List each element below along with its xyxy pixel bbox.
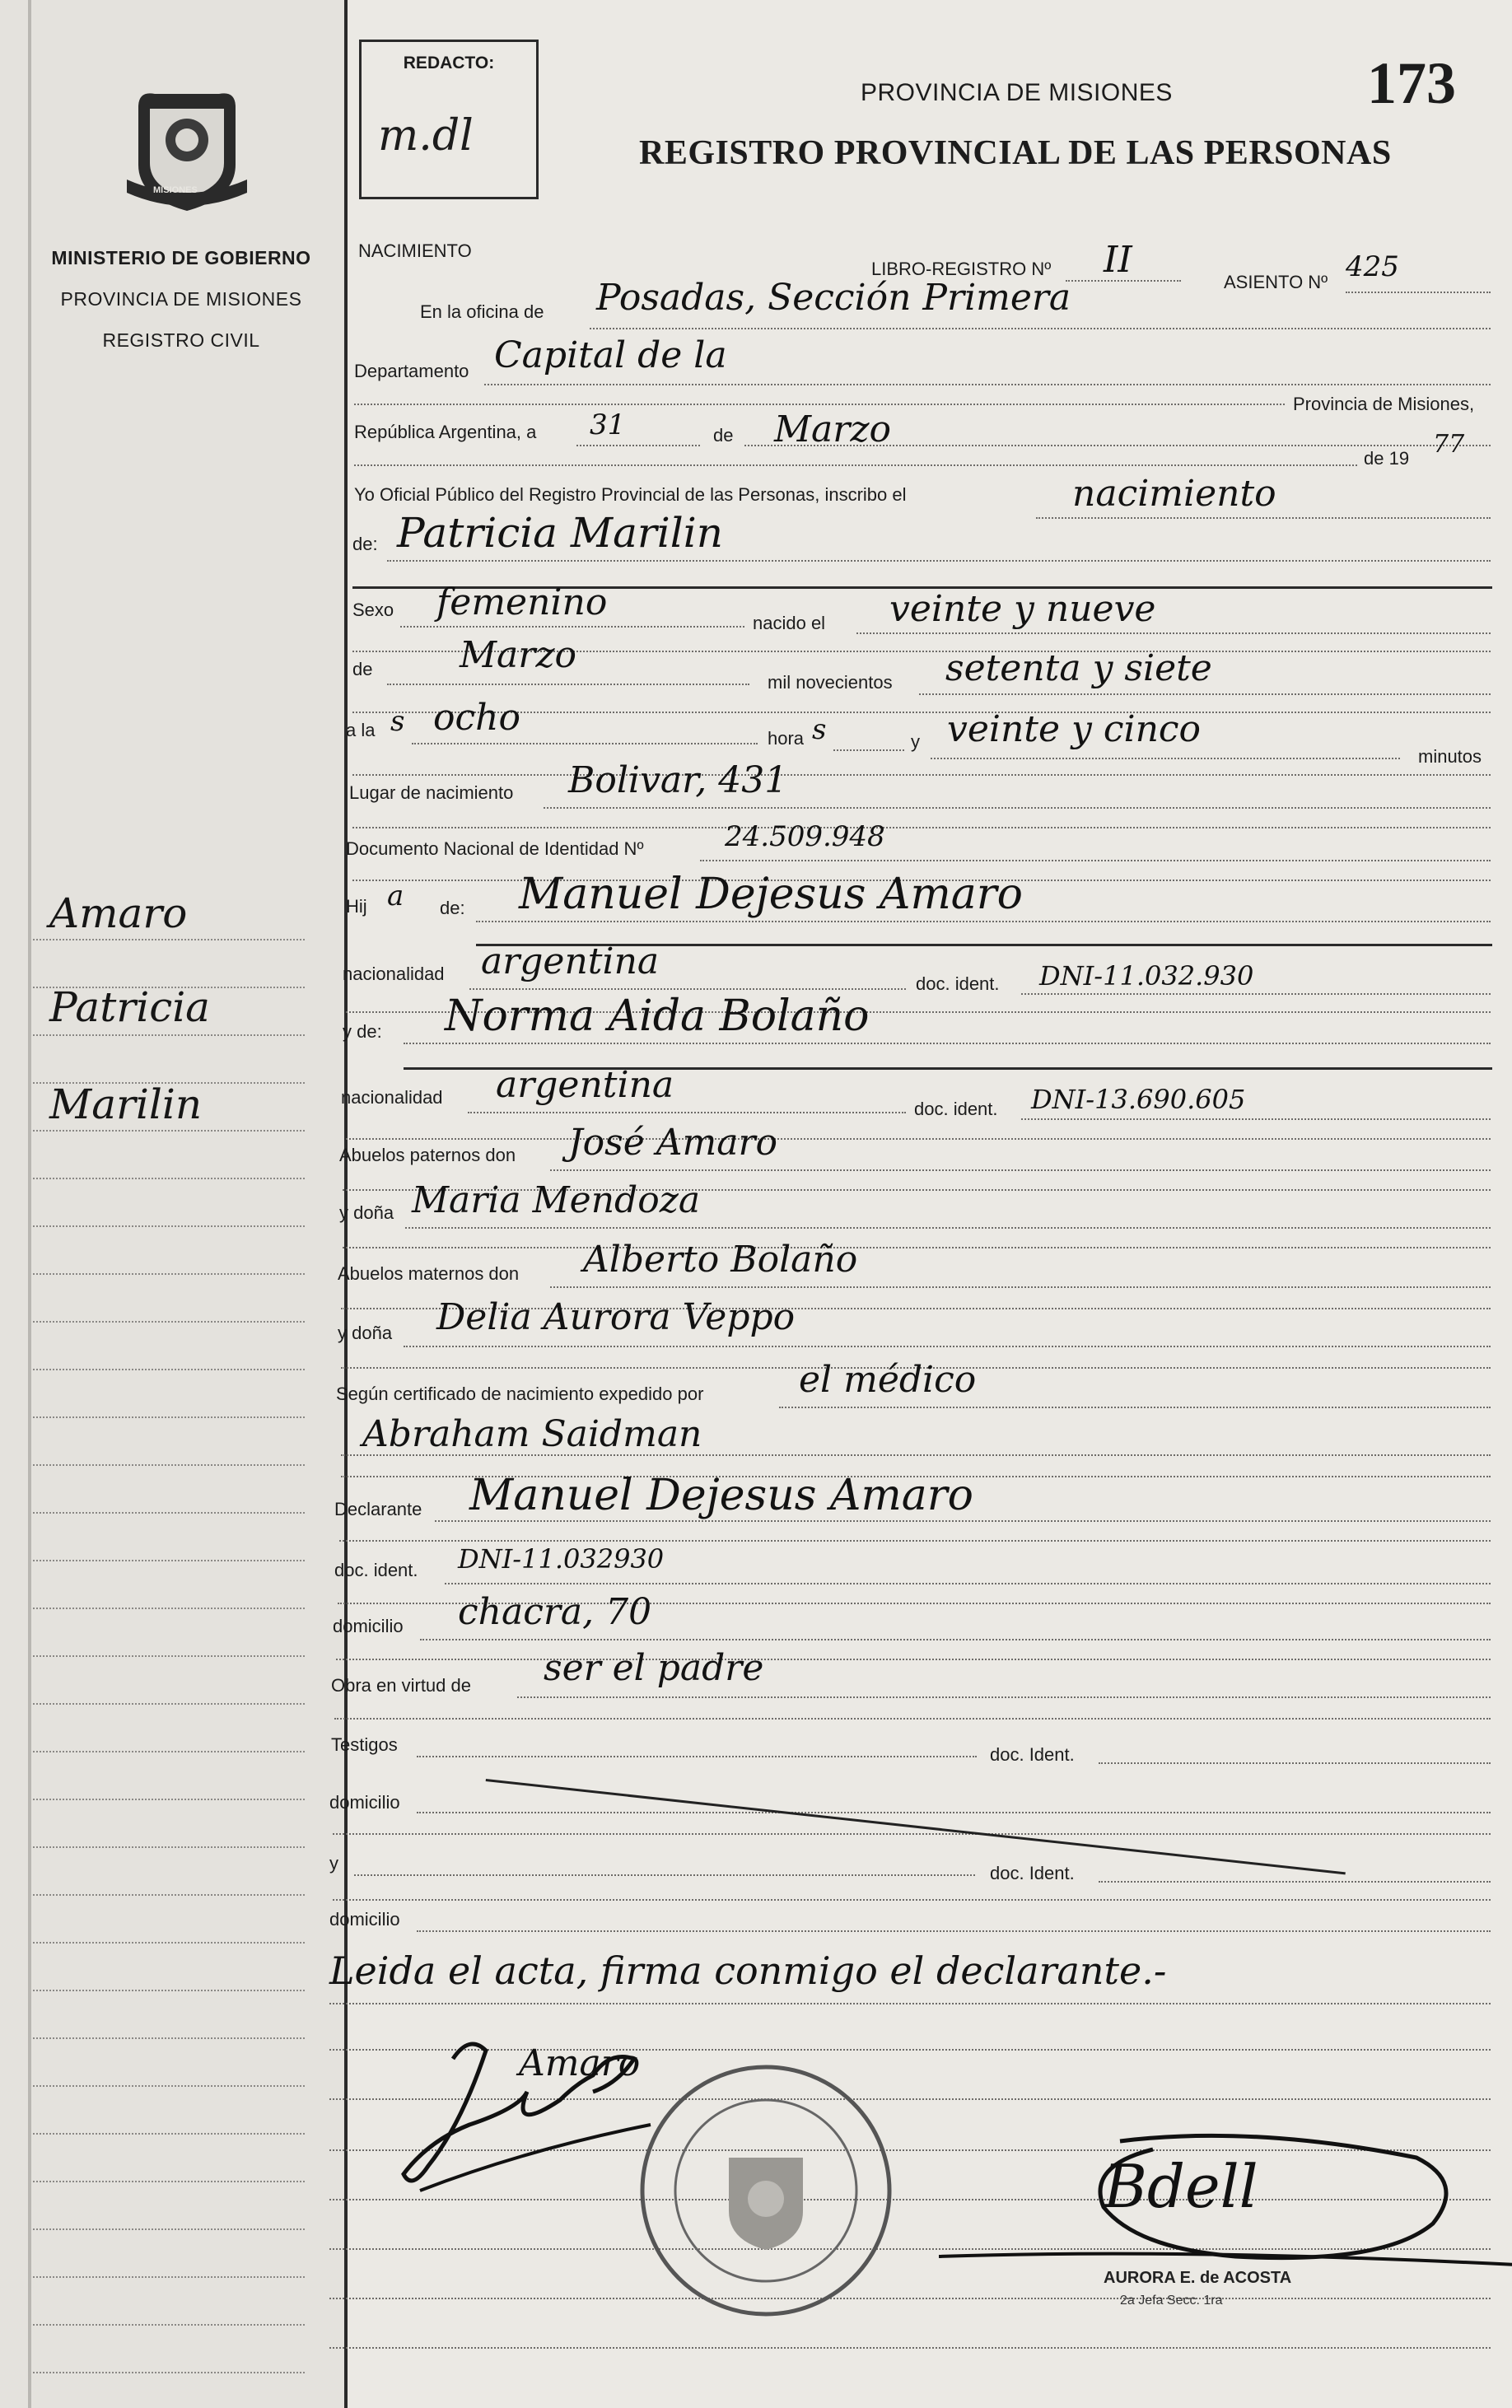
hora-rule [833, 749, 904, 751]
minutes-rule [931, 758, 1400, 759]
domicilio3-rule [417, 1930, 1491, 1932]
testigos-rule [417, 1756, 977, 1757]
oficial-rule [1036, 517, 1491, 519]
asiento-rule [1346, 292, 1491, 293]
folio-number: 173 [1367, 50, 1456, 116]
strike-through-line [486, 1779, 1346, 1874]
y-label: y [911, 731, 920, 752]
ab-pat-label: Abuelos paternos don [339, 1145, 516, 1165]
nac2-rule-2 [346, 1138, 1491, 1140]
dni-label: Documento Nacional de Identidad Nº [346, 838, 644, 859]
nacido-value: veinte y nueve [889, 588, 1156, 630]
official-seal-icon [634, 2059, 898, 2322]
hora-label: hora [768, 728, 805, 749]
de-label: de [713, 425, 734, 446]
lugar-value: Bolivar, 431 [568, 759, 788, 801]
mil-value: setenta y siete [945, 647, 1212, 689]
redacto-label: REDACTO: [403, 54, 495, 72]
departamento-rule [484, 384, 1491, 385]
ydona2-label: y doña [338, 1323, 393, 1343]
margin-ruling-line [33, 1512, 305, 1514]
obra-rule-2 [334, 1718, 1491, 1720]
page-title: REGISTRO PROVINCIAL DE LAS PERSONAS [639, 134, 1392, 172]
oficial-label: Yo Oficial Público del Registro Provincial de las Personas, inscribo el [354, 484, 907, 505]
ydona2-value: Delia Aurora Veppo [436, 1296, 796, 1338]
asiento-label: ASIENTO Nº [1224, 272, 1328, 292]
obra-rule [517, 1696, 1491, 1698]
cert-rule [779, 1407, 1491, 1408]
ab-pat-rule [550, 1169, 1491, 1171]
doc2-value: DNI-13.690.605 [1031, 1084, 1246, 1115]
svg-text:Bdell: Bdell [1104, 2152, 1258, 2221]
yde-label: y de: [343, 1021, 382, 1042]
margin-ruling-line [33, 1273, 305, 1275]
cert-value: el médico [799, 1359, 977, 1401]
header-province: PROVINCIA DE MISIONES [861, 79, 1173, 106]
mil-label: mil novecientos [768, 672, 893, 693]
page-fold-line [28, 0, 31, 2408]
margin-ruling-line [33, 1034, 305, 1036]
child-name: Patricia Marilin [397, 509, 723, 557]
month-value: Marzo [774, 408, 891, 450]
ydona1-value: Maria Mendoza [412, 1179, 701, 1221]
testigos-label: Testigos [331, 1734, 398, 1755]
ministry-registry: REGISTRO CIVIL [102, 329, 260, 351]
dni-value: 24.509.948 [725, 820, 885, 853]
ydona1-rule-2 [343, 1247, 1491, 1248]
declarante-label: Declarante [334, 1499, 422, 1519]
ydona2-rule [404, 1346, 1491, 1347]
year-label: de 19 [1364, 448, 1410, 469]
shield-ribbon-text: MISIONES [153, 185, 198, 195]
nacido-rule [856, 632, 1491, 634]
minutes-value: veinte y cinco [947, 708, 1202, 750]
doc2-label: doc. ident. [914, 1099, 998, 1119]
ab-mat-label: Abuelos maternos don [338, 1263, 520, 1284]
margin-ruling-line [33, 2181, 305, 2182]
nac1-rule [469, 988, 906, 990]
provincia-label: Provincia de Misiones, [1293, 394, 1475, 414]
domicilio-rule-2 [336, 1659, 1491, 1660]
redacto-initials: m.dl [378, 111, 474, 161]
nac2-label: nacionalidad [341, 1087, 443, 1108]
margin-ruling-line [33, 2324, 305, 2326]
mother-name: Norma Aida Bolaño [445, 992, 870, 1041]
year-value: 77 [1433, 430, 1465, 459]
margin-ruling-line [33, 2228, 305, 2230]
ab-mat-value: Alberto Bolaño [583, 1239, 858, 1281]
margin-ruling-line [33, 1655, 305, 1657]
margin-ruling-line [33, 1990, 305, 1991]
ministry-title: MINISTERIO DE GOBIERNO [51, 247, 311, 268]
lugar-rule [544, 807, 1491, 809]
sexo-value: femenino [436, 581, 608, 623]
doc3-label: doc. ident. [334, 1560, 418, 1580]
dni-rule [700, 860, 1491, 861]
birth-month-rule [387, 684, 749, 685]
margin-ruling-line [33, 1560, 305, 1561]
declarante-rule-2 [339, 1540, 1491, 1542]
nacido-label: nacido el [753, 613, 826, 633]
margin-ruling-line [33, 1225, 305, 1227]
mil-rule [919, 693, 1491, 695]
margin-ruling-line [33, 1703, 305, 1705]
name-rule [387, 560, 1491, 562]
margin-ruling-line [33, 1321, 305, 1323]
ab-mat-rule [550, 1286, 1491, 1288]
margin-ruling-line [33, 1464, 305, 1466]
lugar-rule-2 [352, 827, 1491, 828]
hora-rule-2 [352, 774, 1491, 776]
margin-ruling-line [33, 2085, 305, 2087]
margin-ruling-line [33, 1369, 305, 1370]
nac2-value: argentina [496, 1064, 674, 1106]
margin-first-name: Patricia [49, 983, 210, 1031]
obra-value: ser el padre [544, 1647, 764, 1689]
margin-ruling-line [33, 2037, 305, 2039]
day-value: 31 [590, 408, 626, 441]
margin-ruling-line [33, 1751, 305, 1752]
domicilio2-label: domicilio [329, 1792, 400, 1813]
margin-ruling-line [33, 1608, 305, 1609]
margin-ruling-line [33, 1416, 305, 1418]
domicilio-value: chacra, 70 [458, 1591, 652, 1633]
mother-rule [404, 1043, 1491, 1044]
hour-rule [412, 743, 758, 744]
margin-ruling-line [33, 1942, 305, 1944]
cert-label: Según certificado de nacimiento expedido por [336, 1384, 704, 1404]
nacimiento-label: NACIMIENTO [358, 240, 472, 261]
asiento-value: 425 [1346, 250, 1399, 283]
sexo-rule [400, 626, 744, 628]
margin-ruling-line [33, 2133, 305, 2135]
redacto-box [359, 40, 539, 199]
republica-label: República Argentina, a [354, 422, 537, 442]
lugar-label: Lugar de nacimiento [349, 782, 514, 803]
hij-de-label: de: [440, 898, 465, 918]
declarant-signature [395, 2026, 675, 2199]
nac1-value: argentina [481, 940, 660, 982]
departamento-label: Departamento [354, 361, 469, 381]
libro-label: LIBRO-REGISTRO Nº [871, 259, 1052, 279]
domicilio2-rule-2 [333, 1833, 1491, 1835]
birth-month-value: Marzo [460, 634, 576, 676]
de3-label: de [352, 659, 373, 679]
hora-suffix: s [812, 713, 827, 746]
margin-second-name: Marilin [49, 1080, 203, 1128]
y2-rule [354, 1874, 975, 1876]
mil-rule-2 [352, 712, 1491, 713]
margin-ruling-line [33, 1894, 305, 1896]
doc3-value: DNI-11.032930 [458, 1543, 665, 1575]
margin-ruling-line [33, 1082, 305, 1084]
doc5-label: doc. Ident. [990, 1863, 1075, 1883]
sexo-label: Sexo [352, 600, 394, 620]
doc4-rule [1099, 1762, 1491, 1764]
closing-rule [329, 2003, 1491, 2004]
father-rule [476, 921, 1491, 922]
month-rule-2 [354, 464, 1357, 466]
father-name: Manuel Dejesus Amaro [519, 870, 1023, 919]
ala-suffix: s [390, 705, 405, 738]
margin-ruling-line [33, 1846, 305, 1848]
libro-value: II [1104, 239, 1132, 281]
domicilio3-label: domicilio [329, 1909, 400, 1930]
doc5-rule [1099, 1881, 1491, 1883]
margin-ruling-line [33, 1178, 305, 1179]
domicilio2-rule [417, 1812, 1491, 1813]
closing-rule-8 [329, 2347, 1491, 2349]
declarante-rule [435, 1520, 1491, 1522]
doc1-value: DNI-11.032.930 [1039, 960, 1254, 992]
closing-statement: Leida el acta, firma conmigo el declarante.- [329, 1948, 1167, 1993]
margin-ruling-line [33, 939, 305, 940]
svg-text:AURORA E. de ACOSTA: AURORA E. de ACOSTA [1104, 2269, 1292, 2287]
left-margin-column [0, 0, 348, 2408]
y2-rule-2 [333, 1899, 1491, 1901]
day-rule [576, 445, 700, 446]
ministry-province: PROVINCIA DE MISIONES [60, 288, 302, 310]
doc1-label: doc. ident. [916, 973, 1000, 994]
oficina-rule [590, 328, 1491, 329]
ydona1-label: y doña [339, 1202, 394, 1223]
ab-pat-value: José Amaro [568, 1122, 777, 1164]
obra-label: Obra en virtud de [331, 1675, 471, 1696]
ala-label: a la [346, 720, 376, 740]
domicilio-label: domicilio [333, 1616, 404, 1636]
nac2-rule [468, 1112, 906, 1113]
hour-value: ocho [433, 697, 520, 739]
departamento-rule-2 [354, 404, 1285, 405]
minutos-label: minutos [1418, 746, 1482, 767]
officer-signature [939, 2125, 1512, 2322]
declarante-name: Manuel Dejesus Amaro [469, 1471, 973, 1520]
margin-ruling-line [33, 987, 305, 988]
svg-text:2a Jefa Secc. 1ra: 2a Jefa Secc. 1ra [1120, 2294, 1223, 2308]
margin-ruling-line [33, 1799, 305, 1800]
doc3-rule [445, 1583, 1491, 1584]
departamento-value: Capital de la [494, 334, 727, 376]
doc2-rule [1021, 1118, 1491, 1120]
de2-label: de: [352, 534, 378, 554]
doc4-label: doc. Ident. [990, 1744, 1075, 1765]
oficina-label: En la oficina de [420, 301, 544, 322]
nac1-label: nacionalidad [343, 964, 445, 984]
y2-label: y [329, 1853, 338, 1874]
cert-value-2: Abraham Saidman [362, 1413, 702, 1455]
domicilio-rule [420, 1639, 1491, 1640]
margin-surname: Amaro [49, 889, 188, 937]
doc1-rule [1021, 993, 1491, 995]
margin-ruling-line [33, 2276, 305, 2278]
hij-suffix: a [387, 880, 404, 912]
svg-text:Amaro: Amaro [519, 2042, 641, 2084]
oficina-value: Posadas, Sección Primera [596, 277, 1071, 319]
margin-ruling-line [33, 1130, 305, 1132]
hij-label: Hij [346, 896, 367, 917]
ydona1-rule [405, 1227, 1491, 1229]
oficial-value: nacimiento [1072, 473, 1276, 515]
margin-ruling-line [33, 2372, 305, 2373]
